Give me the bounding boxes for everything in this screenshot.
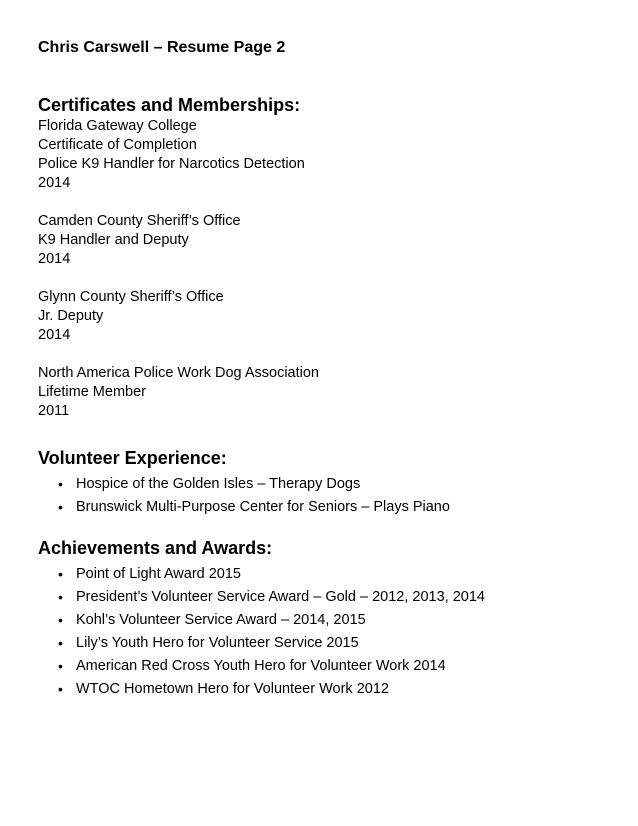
list-item-text: President’s Volunteer Service Award – Gold – 2012, 2013, 2014 <box>76 589 485 605</box>
bullet-icon: • <box>58 499 63 515</box>
bullet-icon: • <box>58 566 63 582</box>
list-item <box>38 678 618 701</box>
certificate-title: Certificate of Completion <box>38 137 197 153</box>
page-title: Chris Carswell – Resume Page 2 <box>38 39 286 56</box>
list-item <box>38 632 618 655</box>
certificate-issuer: Camden County Sheriff’s Office <box>38 213 241 229</box>
certificate-year: 2014 <box>38 175 71 191</box>
list-item-text: Hospice of the Golden Isles – Therapy Dogs <box>76 476 361 492</box>
certificate-title: Lifetime Member <box>38 384 146 400</box>
certificate-entry <box>38 117 618 193</box>
bullet-icon: • <box>58 635 63 651</box>
bullet-icon: • <box>58 589 63 605</box>
certificate-entry <box>38 212 618 269</box>
certificate-entry <box>38 288 618 345</box>
certificates-section <box>38 94 618 421</box>
list-item <box>38 473 618 496</box>
list-item <box>38 563 618 586</box>
list-item <box>38 655 618 678</box>
list-item-text: WTOC Hometown Hero for Volunteer Work 2012 <box>76 681 389 697</box>
bullet-icon: • <box>58 658 63 674</box>
certificates-heading: Certificates and Memberships: <box>38 95 301 115</box>
list-item-text: Lily’s Youth Hero for Volunteer Service 2015 <box>76 635 359 651</box>
bullet-icon: • <box>58 476 63 492</box>
list-item <box>38 496 618 519</box>
certificate-issuer: North America Police Work Dog Association <box>38 365 319 381</box>
list-item <box>38 586 618 609</box>
certificate-year: 2014 <box>38 327 71 343</box>
list-item-text: Kohl’s Volunteer Service Award – 2014, 2015 <box>76 612 366 628</box>
list-item-text: Brunswick Multi-Purpose Center for Seniors – Plays Piano <box>76 499 450 515</box>
awards-section <box>38 537 618 701</box>
list-item <box>38 609 618 632</box>
volunteer-list <box>38 473 618 519</box>
certificate-issuer: Glynn County Sheriff’s Office <box>38 289 224 305</box>
list-item-text: Point of Light Award 2015 <box>76 566 241 582</box>
certificate-title: Jr. Deputy <box>38 308 104 324</box>
certificate-detail: Police K9 Handler for Narcotics Detection <box>38 156 305 172</box>
awards-heading: Achievements and Awards: <box>38 538 273 558</box>
certificate-entry <box>38 364 618 421</box>
awards-list <box>38 563 618 701</box>
volunteer-heading: Volunteer Experience: <box>38 448 227 468</box>
certificate-issuer: Florida Gateway College <box>38 118 197 134</box>
bullet-icon: • <box>58 681 63 697</box>
resume-page <box>38 38 618 701</box>
bullet-icon: • <box>58 612 63 628</box>
volunteer-section <box>38 447 618 519</box>
list-item-text: American Red Cross Youth Hero for Volunteer Work 2014 <box>76 658 446 674</box>
certificate-year: 2014 <box>38 251 71 267</box>
certificates-list <box>38 117 618 421</box>
certificate-title: K9 Handler and Deputy <box>38 232 189 248</box>
certificate-year: 2011 <box>38 403 70 419</box>
